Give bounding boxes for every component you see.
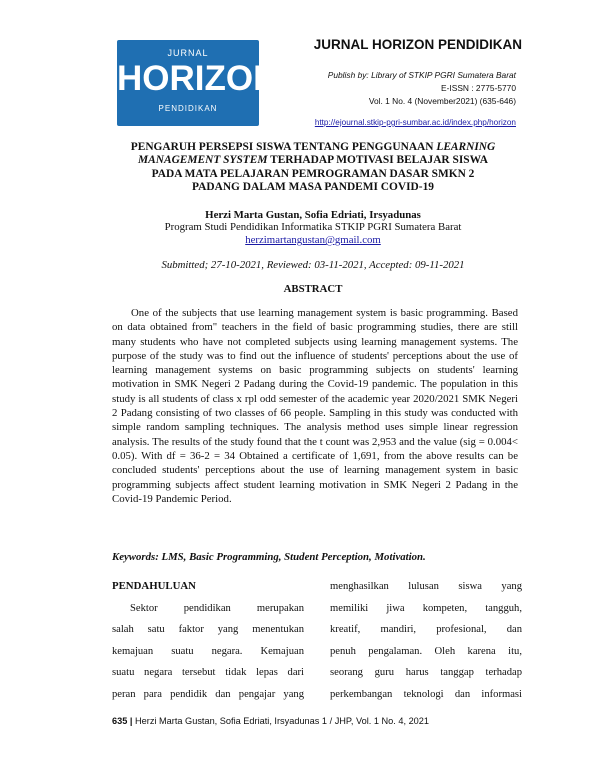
journal-name: JURNAL HORIZON PENDIDIKAN	[313, 37, 522, 52]
intro-left-column	[112, 576, 304, 706]
submission-dates: Submitted; 27-10-2021, Reviewed: 03-11-2021, Accepted: 09-11-2021	[161, 259, 465, 271]
body-line: Sektor pendidikan merupakan	[130, 602, 304, 614]
eissn-line: E-ISSN : 2775-5770	[441, 83, 516, 93]
body-line: salah satu faktor yang menentukan	[112, 624, 304, 636]
keywords: Keywords: LMS, Basic Programming, Student Perception, Motivation.	[112, 551, 426, 563]
body-line: kemajuan suatu negara. Kemajuan	[112, 645, 304, 657]
title-line-1: PENGARUH PERSEPSI SISWA TENTANG PENGGUNAAN LEARNING	[130, 141, 496, 153]
body-line: seorang guru harus tanggap terhadap	[330, 667, 522, 679]
authors: Herzi Marta Gustan, Sofia Edriati, Irsyadunas	[205, 209, 421, 221]
title-line-4: PADANG DALAM MASA PANDEMI COVID-19	[192, 180, 434, 193]
title-line-3: PADA MATA PELAJARAN PEMROGRAMAN DASAR SMKN 2	[151, 167, 475, 180]
article-title	[112, 141, 514, 194]
body-line: peran para pendidik dan pengajar yang	[112, 688, 304, 700]
logo-top-text: JURNAL	[167, 48, 209, 58]
journal-logo	[117, 40, 279, 126]
journal-url-link[interactable]: http://ejournal.stkip-pgri-sumbar.ac.id/index.php/horizon	[314, 118, 516, 127]
volume-line: Vol. 1 No. 4 (November2021) (635-646)	[368, 96, 516, 106]
body-line: perkembangan teknologi dan informasi	[330, 688, 522, 700]
section-heading: PENDAHULUAN	[112, 580, 196, 592]
intro-right-column	[330, 576, 522, 706]
affiliation: Program Studi Pendidikan Informatika STKIP PGRI Sumatera Barat	[164, 221, 462, 233]
body-line: penuh pengalaman. Oleh karena itu,	[330, 645, 522, 657]
title-line-2: MANAGEMENT SYSTEM TERHADAP MOTIVASI BELAJAR SISWA	[138, 154, 488, 167]
body-line: menghasilkan lulusan siswa yang	[330, 581, 522, 592]
page-number: 635	[112, 716, 128, 726]
body-line: memiliki jiwa kompeten, tangguh,	[330, 602, 522, 614]
logo-main-text: HORIZON	[117, 59, 279, 98]
page-footer	[112, 716, 532, 726]
body-line: kreatif, mandiri, profesional, dan	[330, 624, 522, 636]
abstract-body: One of the subjects that use learning management system is basic programming. Based on data obtained from" teachers in the field of basic programming studies, there are still many students who have not completed subjects using learning management systems. The purpose of the study was to find out the influence of students' perceptions about the use of learning management systems on basic programming subjects on students' learning motivation in SMK Negeri 2 Padang during the Covid-19 pandemic. The population in this study is all students of class x rpl odd semester of the academic year 2020/2021 SMK Negeri 2 Padang consisting of two classes of 66 people. Sampling in this study was conducted with simple random sampling techniques. The analysis method uses simple linear regression analysis. The results of the study found that the t count was 2,953 and the value (sig = 0.004< 0.05). With df = 36-2 = 34 Obtained a certificate of 1,691, from the above results can be concluded students' perceptions about the use of learning management system in basic programming subjects affect student learning motivation in SMK Negeri 2 Padang in the Covid-19 Pandemic Period.	[112, 307, 518, 505]
body-line: suatu negara tersebut tidak lepas dari	[112, 667, 304, 679]
author-email-link[interactable]: herzimartangustan@gmail.com	[245, 234, 381, 246]
footer-citation: Herzi Marta Gustan, Sofia Edriati, Irsyadunas 1 / JHP, Vol. 1 No. 4, 2021	[135, 716, 430, 726]
publisher-line: Publish by: Library of STKIP PGRI Sumatera Barat	[327, 70, 516, 80]
footer-separator: |	[127, 716, 136, 726]
logo-bottom-text: PENDIDIKAN	[158, 104, 218, 113]
abstract-heading: ABSTRACT	[283, 283, 343, 295]
